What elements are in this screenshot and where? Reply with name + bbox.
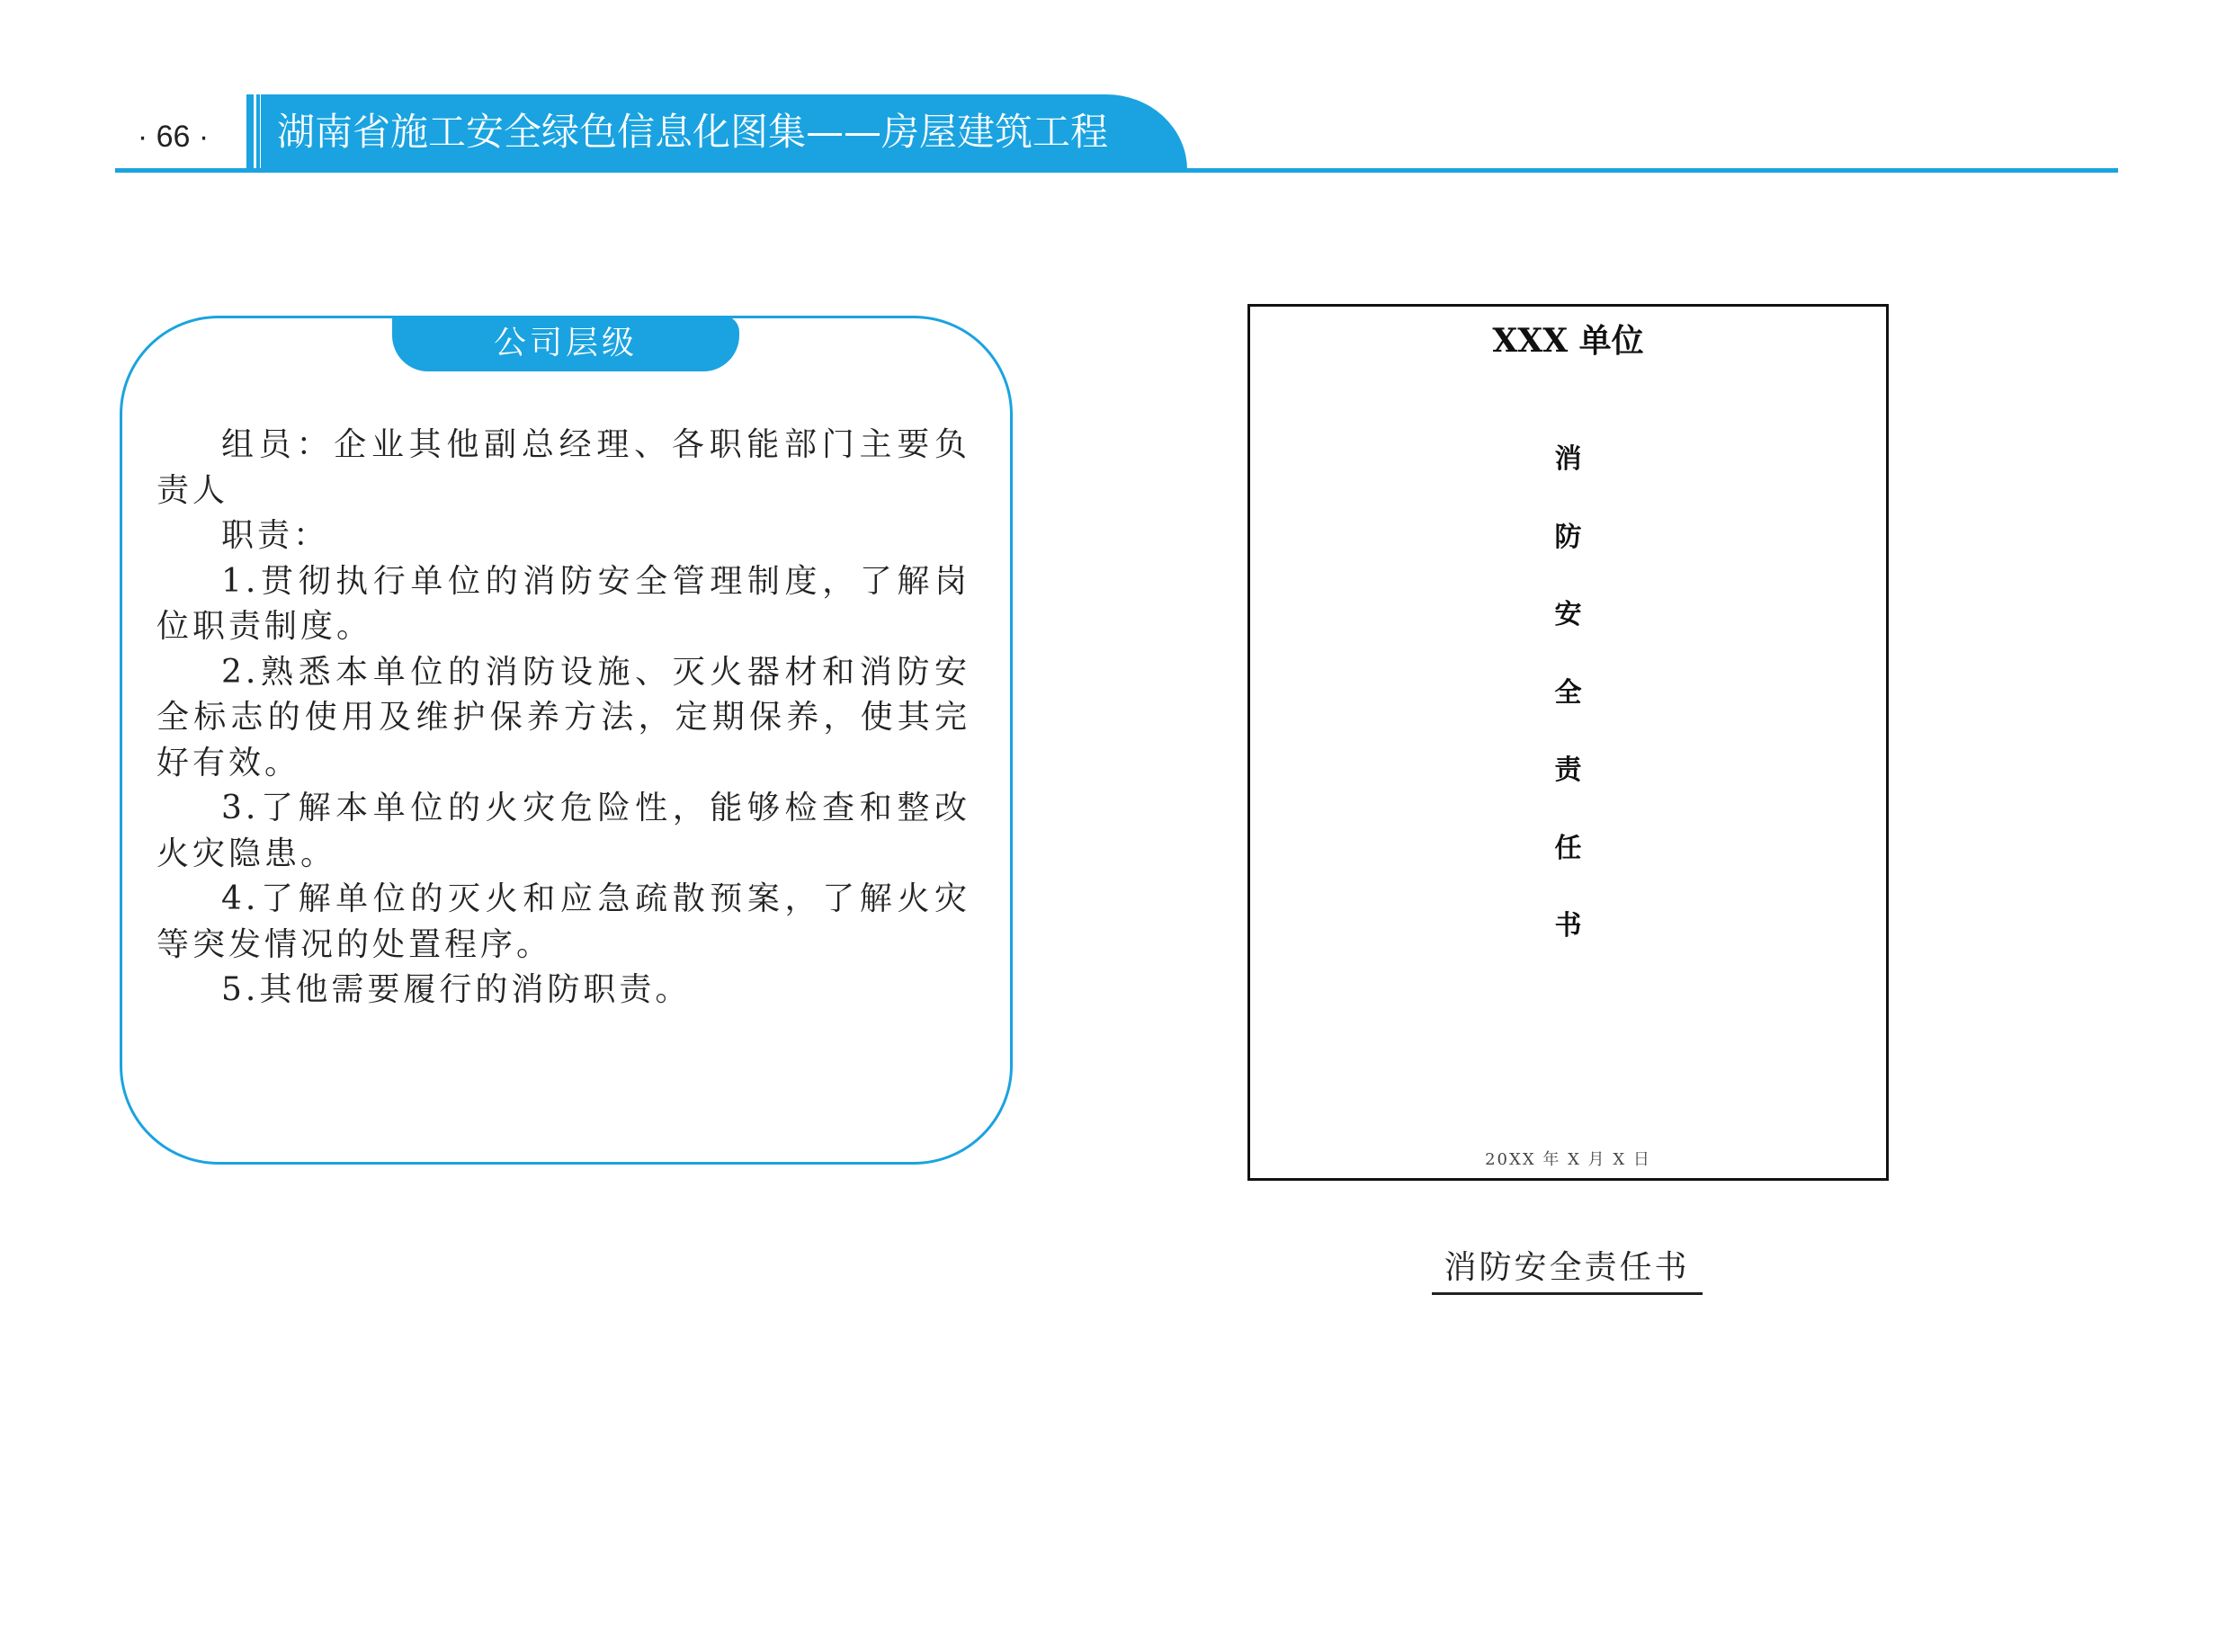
duty-item-3: 3.了解本单位的火灾危险性，能够检查和整改火灾隐患。 [156, 790, 970, 872]
duty-item-1: 1.贯彻执行单位的消防安全管理制度，了解岗位职责制度。 [156, 562, 970, 645]
document-title-char: 书 [1554, 910, 1582, 942]
document-title-char: 防 [1554, 521, 1582, 553]
header-accent-bars [246, 94, 261, 169]
header-accent-bar-thin [256, 94, 260, 169]
page-number: · 66 · [137, 120, 210, 154]
responsibility-document [1247, 304, 1889, 1181]
document-title-char: 责 [1554, 755, 1582, 786]
document-vertical-title [1250, 442, 1886, 987]
header-divider [115, 168, 2118, 173]
header-title: 湖南省施工安全绿色信息化图集——房屋建筑工程 [277, 110, 1109, 154]
document-title-char: 全 [1554, 676, 1582, 709]
document-date: 20XX 年 X 月 X 日 [1485, 1150, 1651, 1169]
document-title-char: 消 [1554, 443, 1582, 475]
caption-underline [1432, 1292, 1703, 1295]
duty-item-5: 5.其他需要履行的消防职责。 [221, 971, 692, 1008]
duty-item-2: 2.熟悉本单位的消防设施、灭火器材和消防安全标志的使用及维护保养方法，定期保养，使其完好有效。 [156, 653, 970, 781]
duties-heading: 职责： [221, 517, 330, 554]
duty-item-4: 4.了解单位的灭火和应急疏散预案，了解火灾等突发情况的处置程序。 [156, 880, 970, 963]
header-accent-bar-thick [246, 94, 254, 169]
document-title-char: 安 [1554, 599, 1582, 630]
members-paragraph: 组员：企业其他副总经理、各职能部门主要负责人 [156, 426, 970, 509]
company-level-text [156, 423, 970, 1014]
company-level-badge: 公司层级 [392, 316, 739, 371]
document-title-char: 任 [1554, 832, 1582, 864]
document-organization: XXX 单位 [1492, 322, 1644, 360]
figure-caption: 消防安全责任书 [1444, 1249, 1690, 1286]
header-title-tab [261, 94, 1187, 170]
